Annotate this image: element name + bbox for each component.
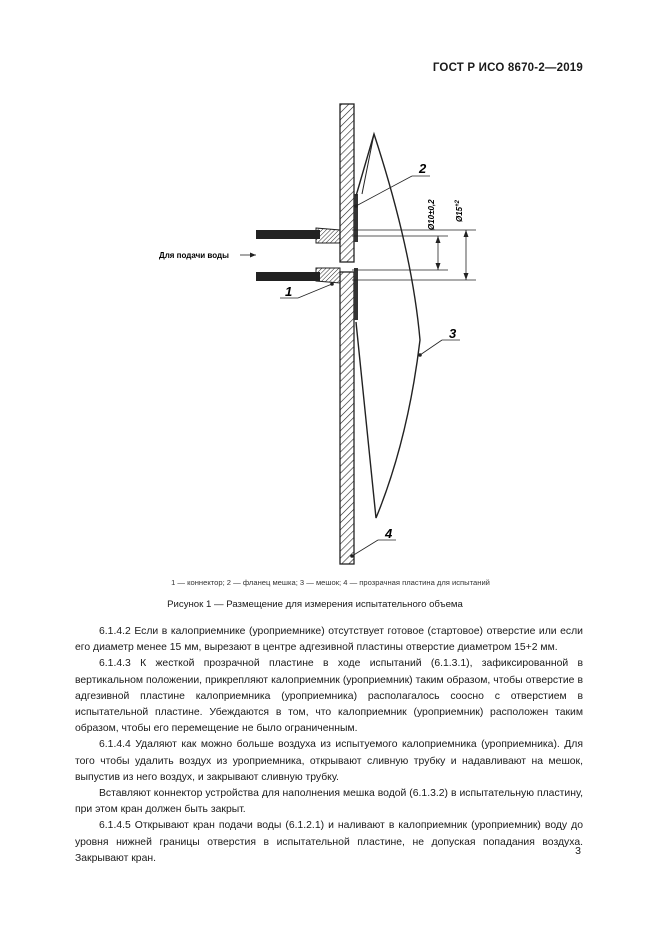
paragraph-6-1-4-2: 6.1.4.2 Если в калоприемнике (уроприемнике) отсутствует готовое (стартовое) отверстие или если его диаметр менее 15 мм, вырезают в центре адгезивной пластины отверстие диаметром 15+2 мм. [75, 626, 583, 654]
dimension-outer-diameter: Ø15 [455, 206, 464, 222]
label-2: 2 [419, 161, 427, 176]
paragraph-6-1-4-4: 6.1.4.4 Удаляют как можно больше воздуха из испытуемого калоприемника (уроприемника). Для того чтобы удалить воздух из уроприемника, открывают сливную трубку и надавливают на мешок, выпустив из него воздух, и закрывают сливную трубку. [75, 739, 583, 783]
paragraph-6-1-4-5: 6.1.4.5 Открывают кран подачи воды (6.1.2.1) и наливают в калоприемник (уроприемник) воду до уровня нижней границы отверстия в испытательной пластине, не допуская попадания воздуха. Закрывают кран. [75, 820, 583, 864]
figure-legend: 1 — коннектор; 2 — фланец мешка; 3 — мешок; 4 — прозрачная пластина для испытаний [171, 578, 490, 587]
label-3: 3 [449, 326, 457, 341]
document-header: ГОСТ Р ИСО 8670-2—2019 [432, 62, 583, 74]
body-text [75, 624, 583, 867]
water-inlet-label: Для подачи воды [159, 251, 229, 260]
dimension-inner-diameter: Ø10±0,2 [427, 199, 436, 230]
water-inlet-arrow [240, 253, 256, 258]
paragraph-6-1-4-3: 6.1.4.3 К жесткой прозрачной пластине в ходе испытаний (6.1.3.1), зафиксированной в вертикальном положении, прикрепляют калоприемник (уроприемник) таким образом, чтобы отверстие в адгезивной пластине калоприемника (уроприемника) располагалось соосно с отверстием в испытательной пластине. Убеждаются в том, что калоприемник (уроприемник) расположен таким образом, чтобы его перемещение не было ограниченным. [75, 658, 583, 735]
test-plate [340, 104, 354, 564]
dimension-outer-tolerance: +2 [455, 200, 461, 207]
page-number: 3 [575, 845, 581, 857]
dimension-lines [352, 230, 476, 280]
svg-text:Ø15+2 [455, 199, 464, 222]
figure-caption: Рисунок 1 — Размещение для измерения испытательного объема [167, 599, 463, 610]
connector [256, 228, 340, 283]
label-4: 4 [385, 526, 393, 541]
paragraph-connector: Вставляют коннектор устройства для наполнения мешка водой (6.1.3.2) в испытательную пластину, при этом кран должен быть закрыт. [75, 788, 583, 816]
label-1: 1 [285, 284, 293, 299]
bag [356, 134, 420, 518]
